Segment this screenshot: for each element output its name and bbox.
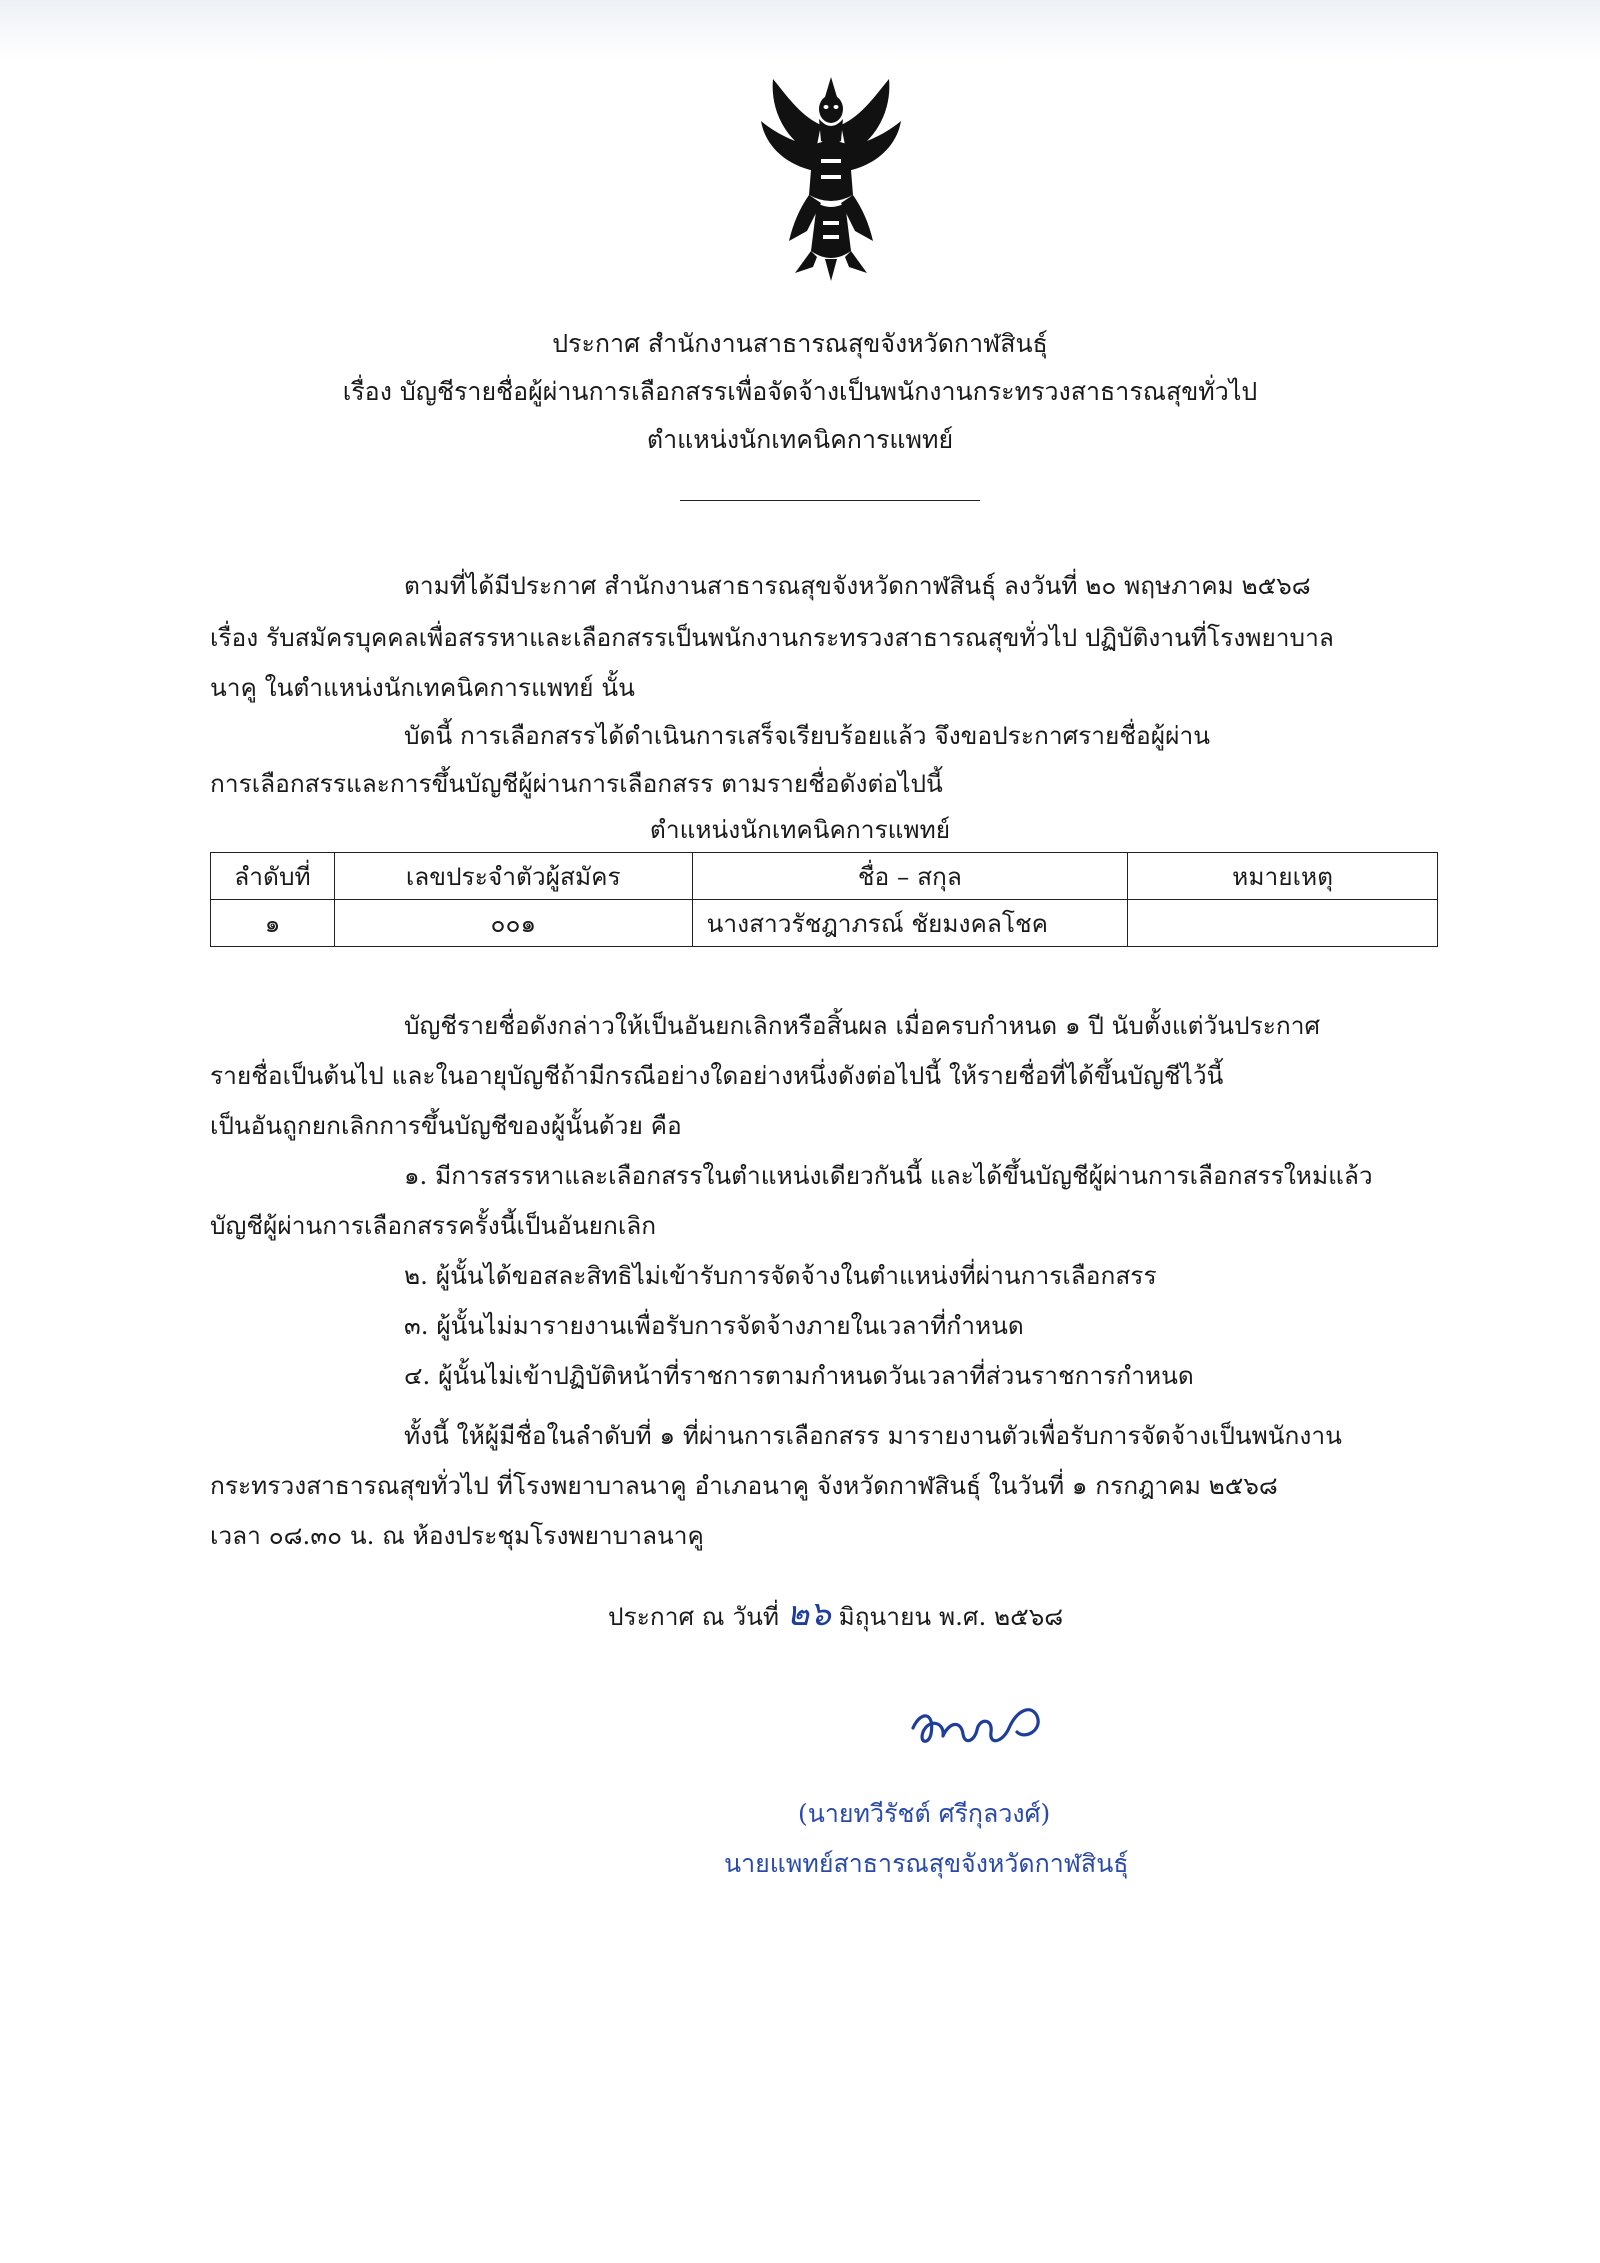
paragraph-1-line-3: นาคู ในตำแหน่งนักเทคนิคการแพทย์ นั้น: [210, 673, 635, 702]
cell-remark: [1128, 900, 1438, 947]
table-row: [211, 900, 1438, 947]
table-header-row: [211, 853, 1438, 900]
paragraph-3-line-2: รายชื่อเป็นต้นไป และในอายุบัญชีถ้ามีกรณีอย่างใดอย่างหนึ่งดังต่อไปนี้ ให้รายชื่อที่ได้ขึ้นบัญชีไว้นี้: [210, 1061, 1224, 1090]
condition-item-1-line-2: บัญชีผู้ผ่านการเลือกสรรครั้งนี้เป็นอันยกเลิก: [210, 1211, 657, 1240]
paragraph-3-line-1: บัญชีรายชื่อดังกล่าวให้เป็นอันยกเลิกหรือสิ้นผล เมื่อครบกำหนด ๑ ปี นับตั้งแต่วันประกาศ: [404, 1011, 1321, 1040]
col-order-header: ลำดับที่: [211, 853, 335, 900]
paragraph-4-line-3: เวลา ๐๘.๓๐ น. ณ ห้องประชุมโรงพยาบาลนาคู: [210, 1521, 704, 1550]
date-suffix: มิถุนายน พ.ศ. ๒๕๖๘: [838, 1602, 1064, 1631]
cell-applicant-id: ๐๐๑: [334, 900, 692, 947]
signatory-name: (นายทวีรัชต์ ศรีกุลวงศ์): [798, 1799, 1051, 1828]
paragraph-3-line-3: เป็นอันถูกยกเลิกการขึ้นบัญชีของผู้นั้นด้วย คือ: [210, 1111, 682, 1140]
paragraph-4-line-1: ทั้งนี้ ให้ผู้มีชื่อในลำดับที่ ๑ ที่ผ่านการเลือกสรร มารายงานตัวเพื่อรับการจัดจ้างเป็นพนักงาน: [404, 1421, 1342, 1450]
cell-order: ๑: [211, 900, 335, 947]
cell-name: นางสาวรัชฎาภรณ์ ชัยมงคลโชค: [692, 900, 1128, 947]
signatory-position: นายแพทย์สาธารณสุขจังหวัดกาฬสินธุ์: [724, 1849, 1129, 1878]
condition-item-2: ๒. ผู้นั้นได้ขอสละสิทธิไม่เข้ารับการจัดจ้างในตำแหน่งที่ผ่านการเลือกสรร: [404, 1261, 1157, 1290]
paragraph-1-line-1: ตามที่ได้มีประกาศ สำนักงานสาธารณสุขจังหวัดกาฬสินธุ์ ลงวันที่ ๒๐ พฤษภาคม ๒๕๖๘: [404, 571, 1311, 600]
announcement-date: [608, 1596, 1063, 1635]
condition-item-3: ๓. ผู้นั้นไม่มารายงานเพื่อรับการจัดจ้างภายในเวลาที่กำหนด: [404, 1311, 1024, 1340]
table-caption: ตำแหน่งนักเทคนิคการแพทย์: [649, 815, 951, 844]
condition-item-4: ๔. ผู้นั้นไม่เข้าปฏิบัติหน้าที่ราชการตามกำหนดวันเวลาที่ส่วนราชการกำหนด: [404, 1361, 1194, 1390]
announcement-subject: เรื่อง บัญชีรายชื่อผู้ผ่านการเลือกสรรเพื่อจัดจ้างเป็นพนักงานกระทรวงสาธารณสุขทั่วไป: [342, 377, 1258, 406]
announcement-title: ประกาศ สำนักงานสาธารณสุขจังหวัดกาฬสินธุ์: [552, 329, 1048, 358]
col-name-header: ชื่อ – สกุล: [692, 853, 1128, 900]
garuda-emblem: [755, 75, 907, 285]
paragraph-2-line-2: การเลือกสรรและการขึ้นบัญชีผู้ผ่านการเลือกสรร ตามรายชื่อดังต่อไปนี้: [210, 769, 943, 798]
candidate-table: [210, 852, 1438, 947]
date-prefix: ประกาศ ณ วันที่: [608, 1602, 779, 1631]
paragraph-2-line-1: บัดนี้ การเลือกสรรได้ดำเนินการเสร็จเรียบร้อยแล้ว จึงขอประกาศรายชื่อผู้ผ่าน: [404, 721, 1210, 750]
paragraph-4-line-2: กระทรวงสาธารณสุขทั่วไป ที่โรงพยาบาลนาคู อำเภอนาคู จังหวัดกาฬสินธุ์ ในวันที่ ๑ กรกฎาคม ๒๕๖๘: [210, 1471, 1278, 1500]
position-title: ตำแหน่งนักเทคนิคการแพทย์: [646, 425, 954, 454]
condition-item-1-line-1: ๑. มีการสรรหาและเลือกสรรในตำแหน่งเดียวกันนี้ และได้ขึ้นบัญชีผู้ผ่านการเลือกสรรใหม่แล้ว: [404, 1161, 1373, 1190]
paragraph-1-line-2: เรื่อง รับสมัครบุคคลเพื่อสรรหาและเลือกสรรเป็นพนักงานกระทรวงสาธารณสุขทั่วไป ปฏิบัติงานที่โรงพยาบาล: [210, 623, 1334, 652]
scan-edge: [0, 0, 1600, 60]
col-applicant-id-header: เลขประจำตัวผู้สมัคร: [334, 853, 692, 900]
signature-scribble: [905, 1688, 1055, 1758]
date-day-handwritten: ๒๖: [786, 1594, 831, 1634]
header-divider: [680, 500, 980, 501]
col-remark-header: หมายเหตุ: [1128, 853, 1438, 900]
